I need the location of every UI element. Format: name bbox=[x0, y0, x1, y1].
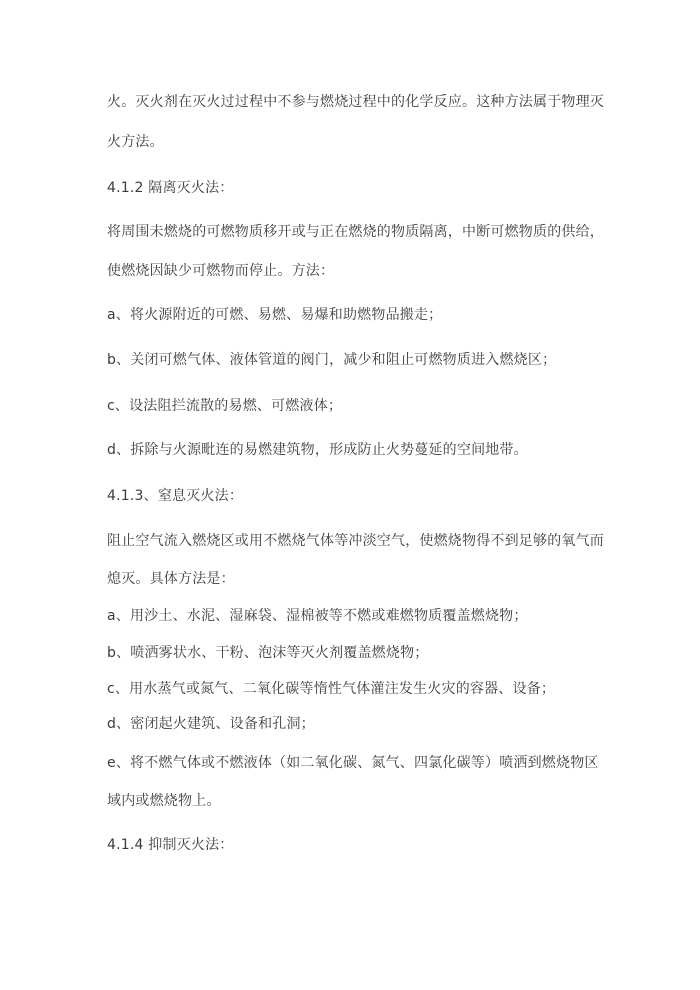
list-item: b、关闭可燃气体、液体管道的阀门，减少和阻止可燃物质进入燃烧区； bbox=[107, 352, 557, 368]
section-heading-4-1-2: 4.1.2 隔离灭火法： bbox=[107, 180, 234, 196]
list-item: b、喷洒雾状水、干粉、泡沫等灭火剂覆盖燃烧物； bbox=[107, 645, 429, 661]
list-item: d、拆除与火源毗连的易燃建筑物，形成防止火势蔓延的空间地带。 bbox=[107, 442, 528, 458]
section-heading-4-1-4: 4.1.4 抑制灭火法： bbox=[107, 837, 234, 853]
text-line: 熄灭。具体方法是： bbox=[107, 571, 235, 587]
list-item: a、将火源附近的可燃、易燃、易爆和助燃物品搬走； bbox=[107, 307, 443, 323]
text-line: 将周围未燃烧的可燃物质移开或与正在燃烧的物质隔离，中断可燃物质的供给， bbox=[107, 224, 604, 240]
text-line: 域内或燃烧物上。 bbox=[107, 793, 221, 809]
text-line: 火。灭火剂在灭火过过程中不参与燃烧过程中的化学反应。这种方法属于物理灭 bbox=[107, 94, 604, 110]
list-item: e、将不燃气体或不燃液体（如二氧化碳、氮气、四氯化碳等）喷洒到燃烧物区 bbox=[107, 755, 599, 771]
list-item: c、用水蒸气或氮气、二氧化碳等惰性气体灌注发生火灾的容器、设备； bbox=[107, 681, 556, 697]
list-item: d、密闭起火建筑、设备和孔洞； bbox=[107, 716, 315, 732]
list-item: c、设法阻拦流散的易燃、可燃液体； bbox=[107, 398, 343, 414]
section-heading-4-1-3: 4.1.3、窒息灭火法： bbox=[107, 488, 244, 504]
text-line: 使燃烧因缺少可燃物而停止。方法： bbox=[107, 263, 335, 279]
text-line: 阻止空气流入燃烧区或用不燃烧气体等冲淡空气，使燃烧物得不到足够的氧气而 bbox=[107, 533, 604, 549]
text-line: 火方法。 bbox=[107, 134, 164, 150]
list-item: a、用沙土、水泥、湿麻袋、湿棉被等不燃或难燃物质覆盖燃烧物； bbox=[107, 608, 528, 624]
